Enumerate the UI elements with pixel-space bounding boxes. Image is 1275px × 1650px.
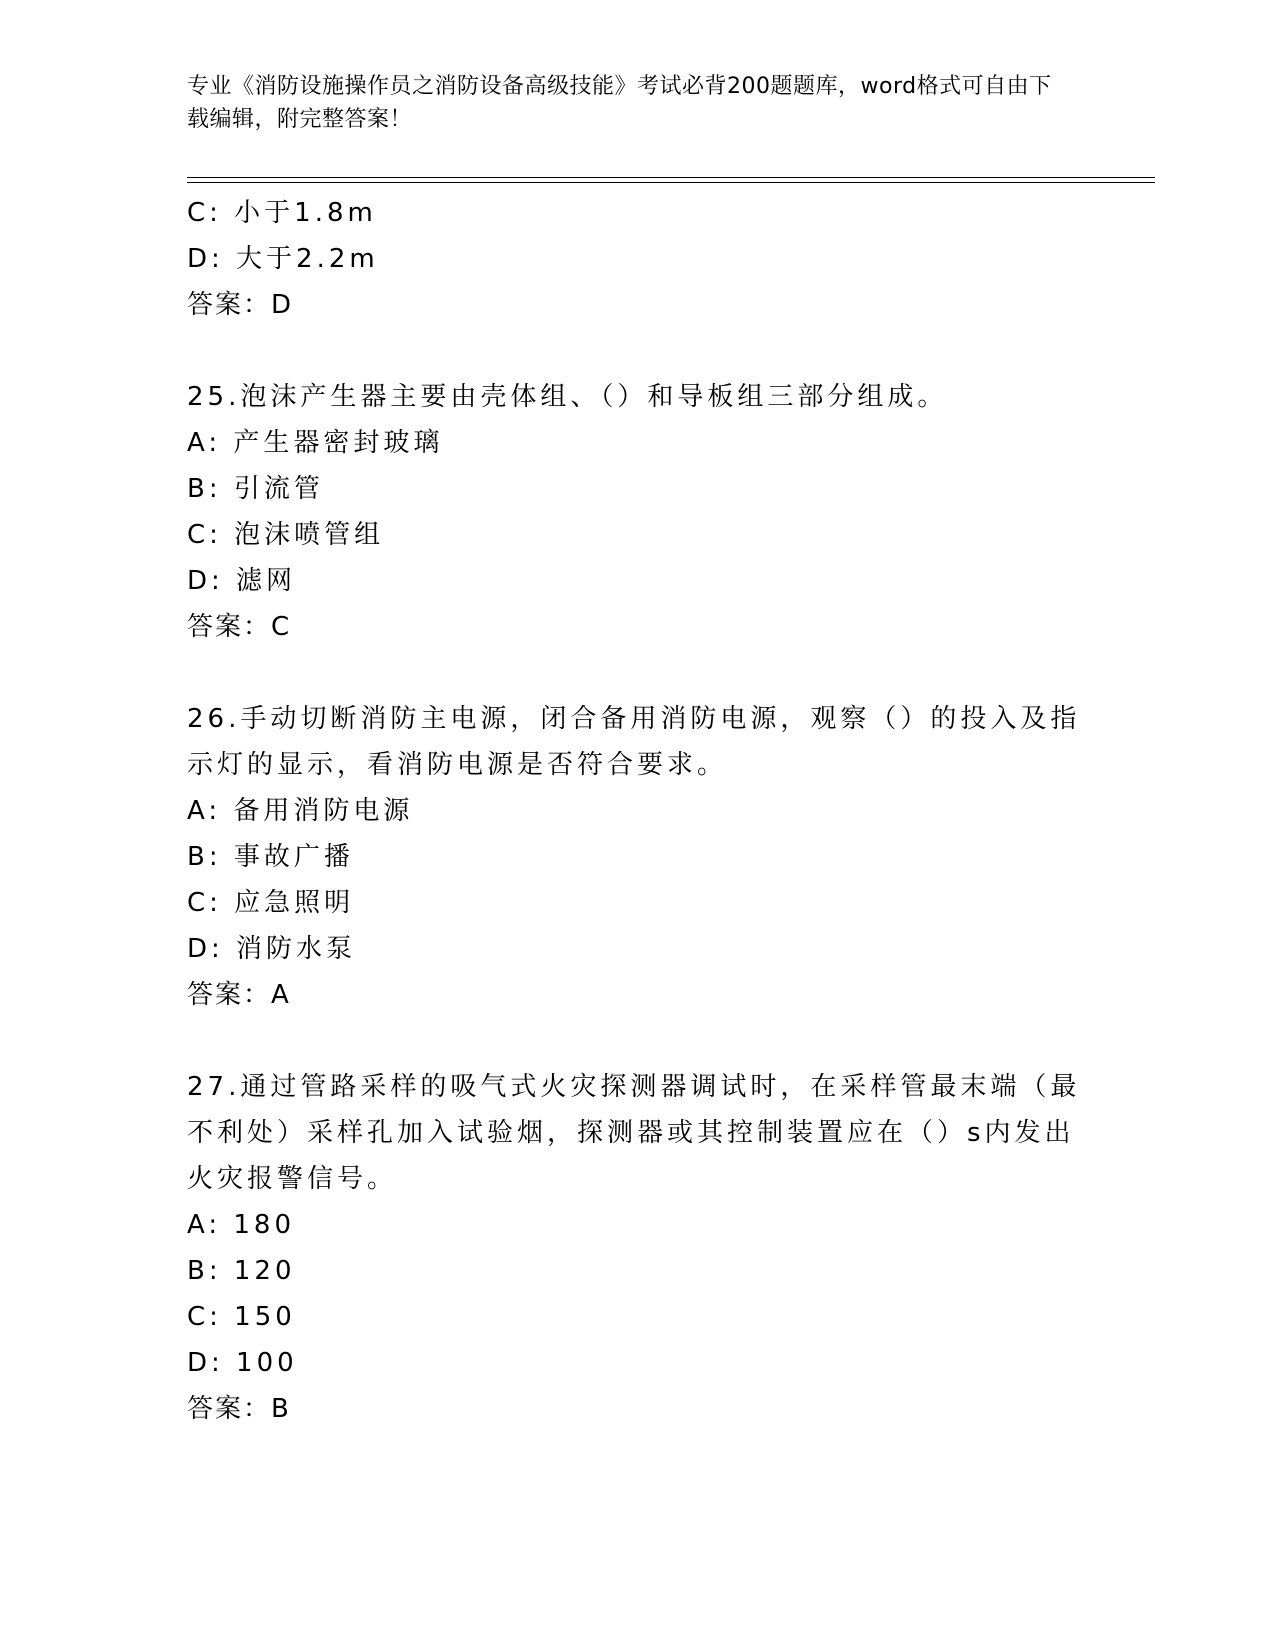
question-text: 25.泡沫产生器主要由壳体组、（）和导板组三部分组成。 (187, 382, 948, 412)
header-divider-bottom (187, 182, 1155, 183)
question-text: 26.手动切断消防主电源，闭合备用消防电源，观察（）的投入及指示灯的显示，看消防电源是否符合要求。 (187, 704, 1081, 780)
option-c: C: 应急照明 (187, 888, 355, 918)
question-26 (187, 696, 1087, 1018)
option-c: C: 小于1.8m (187, 198, 377, 228)
option-c: C: 150 (187, 1302, 296, 1332)
option-b: B: 120 (187, 1256, 296, 1286)
option-d: D: 100 (187, 1348, 298, 1378)
question-27 (187, 1064, 1087, 1432)
question-list (187, 190, 1087, 1432)
option-a: A: 产生器密封玻璃 (187, 428, 444, 458)
partial-question (187, 190, 1087, 328)
question-spacer (187, 328, 1087, 374)
question-spacer (187, 650, 1087, 696)
option-c: C: 泡沫喷管组 (187, 520, 385, 550)
option-d: D: 滤网 (187, 566, 297, 596)
document-header: 专业《消防设施操作员之消防设备高级技能》考试必背200题题库，word格式可自由下载编辑，附完整答案！ (187, 74, 1052, 132)
option-b: B: 引流管 (187, 474, 324, 504)
option-a: A: 180 (187, 1210, 295, 1240)
answer-line: 答案：C (187, 612, 292, 642)
answer-line: 答案：B (187, 1394, 291, 1424)
option-d: D: 大于2.2m (187, 244, 379, 274)
question-text: 27.通过管路采样的吸气式火灾探测器调试时，在采样管最末端（最不利处）采样孔加入试验烟，探测器或其控制装置应在（）s内发出火灾报警信号。 (187, 1072, 1081, 1194)
option-a: A: 备用消防电源 (187, 796, 414, 826)
option-b: B: 事故广播 (187, 842, 354, 872)
answer-line: 答案：D (187, 290, 294, 320)
question-25 (187, 374, 1087, 650)
option-d: D: 消防水泵 (187, 934, 357, 964)
header-divider-top (187, 177, 1155, 178)
answer-line: 答案：A (187, 980, 291, 1010)
question-spacer (187, 1018, 1087, 1064)
